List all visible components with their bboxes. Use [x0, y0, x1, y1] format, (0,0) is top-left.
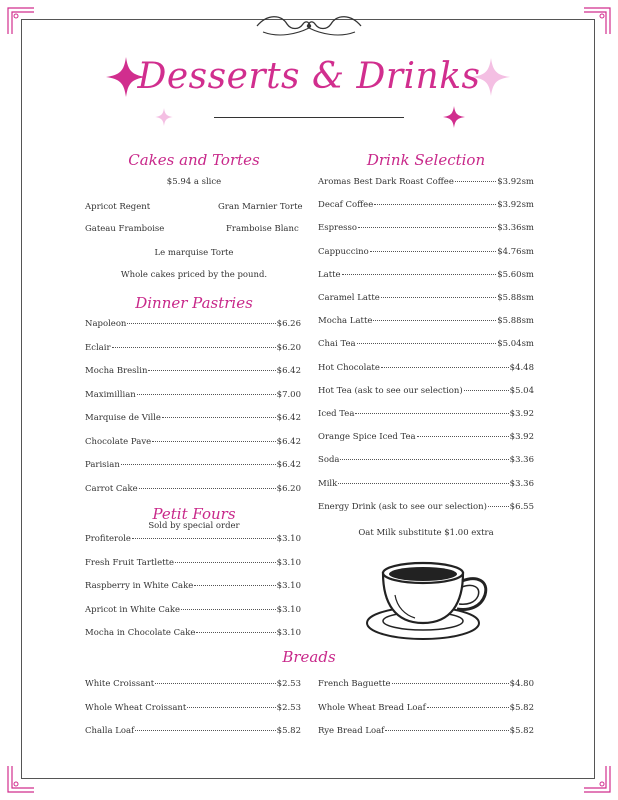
dot-leader: [187, 707, 275, 708]
bread-row: [85, 703, 301, 713]
drink-row: [318, 363, 534, 373]
item-price: $6.26: [276, 319, 301, 329]
item-price: $3.10: [276, 628, 301, 638]
drink-row: [318, 247, 534, 257]
sparkle-icon: [443, 106, 465, 128]
item-price: $6.20: [276, 342, 301, 353]
dot-leader: [112, 347, 276, 348]
item-name: Eclair: [85, 342, 111, 353]
item-name: Hot Tea (ask to see our selection): [318, 385, 463, 396]
petit-fours-subheading: Sold by special order: [148, 521, 240, 531]
item-price: $3.36sm: [497, 223, 534, 234]
breads-heading: Breads: [282, 648, 336, 666]
drink-row: [318, 316, 534, 326]
dot-leader: [340, 459, 508, 460]
bread-row: [318, 703, 534, 713]
drink-row: [318, 455, 534, 465]
item-name: Aromas Best Dark Roast Coffee: [318, 177, 454, 187]
item-price: $4.48: [509, 362, 534, 373]
item-price: $6.20: [276, 483, 301, 494]
flourish-ornament: [253, 12, 365, 44]
item-name: Napoleon: [85, 319, 127, 329]
item-price: $5.88sm: [497, 316, 534, 327]
item-name: Caramel Latte: [318, 293, 380, 303]
item-name: Raspberry in White Cake: [85, 581, 194, 591]
dot-leader: [162, 417, 276, 418]
item-price: $7.00: [276, 389, 301, 400]
petit-four-row: [85, 628, 301, 638]
dot-leader: [175, 562, 276, 563]
item-price: $6.42: [276, 413, 301, 423]
item-price: $3.10: [276, 604, 301, 615]
dot-leader: [355, 413, 508, 414]
item-price: $5.04sm: [497, 339, 534, 350]
dot-leader: [427, 707, 509, 708]
dot-leader: [338, 483, 508, 484]
coffee-cup-icon: [365, 555, 490, 645]
drink-row: [318, 386, 534, 396]
drink-row: [318, 223, 534, 233]
item-name: Marquise de Ville: [85, 413, 161, 423]
drink-row: [318, 177, 534, 187]
dot-leader: [139, 488, 276, 489]
item-name: Carrot Cake: [85, 483, 138, 494]
pastry-row: [85, 484, 301, 494]
dot-leader: [370, 251, 496, 252]
corner-ornament-bottom-right: [582, 764, 612, 794]
item-name: Rye Bread Loaf: [318, 726, 385, 736]
dot-leader: [373, 320, 496, 321]
item-name: Decaf Coffee: [318, 200, 374, 211]
dot-leader: [152, 441, 276, 442]
petit-four-row: [85, 605, 301, 615]
item-price: $5.04: [509, 385, 534, 396]
item-name: Maximillian: [85, 389, 136, 400]
item-name: Cappuccino: [318, 246, 369, 257]
item-name: Whole Wheat Croissant: [85, 702, 187, 713]
item-price: $3.92sm: [497, 200, 534, 211]
dot-leader: [155, 683, 275, 684]
item-name: Apricot in White Cake: [85, 604, 181, 615]
pastry-row: [85, 437, 301, 447]
dot-leader: [381, 367, 509, 368]
corner-ornament-bottom-left: [6, 764, 36, 794]
item-name: Challa Loaf: [85, 726, 135, 736]
bread-row: [85, 679, 301, 689]
dot-leader: [381, 297, 496, 298]
drinks-heading: Drink Selection: [366, 151, 486, 169]
item-name: Fresh Fruit Tartlette: [85, 557, 174, 568]
item-name: Profiterole: [85, 534, 131, 544]
item-price: $2.53: [276, 679, 301, 689]
item-price: $3.92: [509, 432, 534, 443]
cake-item: Le marquise Torte: [154, 248, 234, 258]
bread-row: [85, 726, 301, 736]
cakes-heading: Cakes and Tortes: [128, 151, 260, 169]
item-price: $3.36: [509, 455, 534, 466]
item-name: Soda: [318, 455, 340, 466]
dot-leader: [127, 323, 275, 324]
item-price: $4.80: [509, 679, 534, 689]
item-price: $6.42: [276, 436, 301, 447]
item-name: Parisian: [85, 460, 120, 470]
item-price: $4.76sm: [497, 246, 534, 257]
cake-item: Apricot Regent: [85, 202, 151, 212]
dot-leader: [464, 390, 509, 391]
dot-leader: [194, 585, 275, 586]
dot-leader: [358, 227, 496, 228]
item-price: $5.82: [509, 702, 534, 713]
corner-ornament-top-right: [582, 6, 612, 36]
item-name: Hot Chocolate: [318, 362, 380, 373]
drink-row: [318, 479, 534, 489]
drink-row: [318, 293, 534, 303]
item-price: $3.10: [276, 557, 301, 568]
menu-title: Desserts & Drinks: [137, 56, 481, 97]
dot-leader: [121, 464, 276, 465]
petit-four-row: [85, 581, 301, 591]
drink-row: [318, 409, 534, 419]
item-price: $5.88sm: [497, 293, 534, 303]
pastry-row: [85, 366, 301, 376]
cake-item: Framboise Blanc: [226, 224, 299, 234]
cakes-footer-note: Whole cakes priced by the pound.: [120, 270, 268, 280]
dinner-pastries-heading: Dinner Pastries: [135, 294, 253, 312]
item-name: Mocha in Chocolate Cake: [85, 628, 196, 638]
dot-leader: [374, 204, 496, 205]
item-name: Iced Tea: [318, 409, 355, 419]
dot-leader: [181, 609, 276, 610]
dot-leader: [488, 506, 509, 507]
item-name: Whole Wheat Bread Loaf: [318, 702, 426, 713]
bread-row: [318, 726, 534, 736]
cakes-price-note: $5.94 a slice: [166, 177, 222, 187]
item-price: $3.36: [509, 478, 534, 489]
item-name: Chai Tea: [318, 339, 356, 350]
dot-leader: [132, 538, 276, 539]
dot-leader: [357, 343, 497, 344]
sparkle-icon: [155, 108, 173, 126]
item-name: Milk: [318, 478, 338, 489]
petit-four-row: [85, 558, 301, 568]
drink-row: [318, 270, 534, 280]
item-price: $5.82: [509, 726, 534, 736]
drinks-footer-note: Oat Milk substitute $1.00 extra: [358, 528, 494, 538]
dot-leader: [417, 436, 509, 437]
item-name: Latte: [318, 269, 341, 280]
item-price: $5.60sm: [497, 269, 534, 280]
dot-leader: [135, 730, 275, 731]
drink-row: [318, 200, 534, 210]
corner-ornament-top-left: [6, 6, 36, 36]
pastry-row: [85, 319, 301, 329]
bread-row: [318, 679, 534, 689]
item-name: Orange Spice Iced Tea: [318, 432, 416, 443]
item-name: Mocha Breslin: [85, 366, 148, 376]
dot-leader: [342, 274, 497, 275]
title-divider: [214, 117, 404, 118]
item-price: $3.92sm: [497, 177, 534, 187]
item-price: $6.42: [276, 366, 301, 376]
dot-leader: [385, 730, 508, 731]
item-price: $3.10: [276, 534, 301, 544]
dot-leader: [455, 181, 496, 182]
dot-leader: [148, 370, 275, 371]
item-price: $2.53: [276, 702, 301, 713]
drink-row: [318, 502, 534, 512]
drink-row: [318, 339, 534, 349]
dot-leader: [137, 394, 276, 395]
pastry-row: [85, 343, 301, 353]
item-price: $5.82: [276, 726, 301, 736]
drink-row: [318, 432, 534, 442]
item-name: White Croissant: [85, 679, 155, 689]
item-price: $3.92: [509, 409, 534, 419]
item-price: $6.42: [276, 460, 301, 470]
item-price: $6.55: [509, 501, 534, 512]
item-name: Mocha Latte: [318, 316, 373, 327]
dot-leader: [392, 683, 509, 684]
petit-four-row: [85, 534, 301, 544]
item-name: French Baguette: [318, 679, 391, 689]
item-name: Espresso: [318, 223, 357, 234]
dot-leader: [196, 632, 275, 633]
item-name: Chocolate Pave: [85, 436, 152, 447]
pastry-row: [85, 413, 301, 423]
cake-item: Gateau Framboise: [85, 224, 165, 234]
petit-fours-heading: Petit Fours: [152, 505, 236, 523]
pastry-row: [85, 460, 301, 470]
item-name: Energy Drink (ask to see our selection): [318, 501, 487, 512]
cake-item: Gran Marnier Torte: [218, 202, 303, 212]
pastry-row: [85, 390, 301, 400]
item-price: $3.10: [276, 581, 301, 591]
